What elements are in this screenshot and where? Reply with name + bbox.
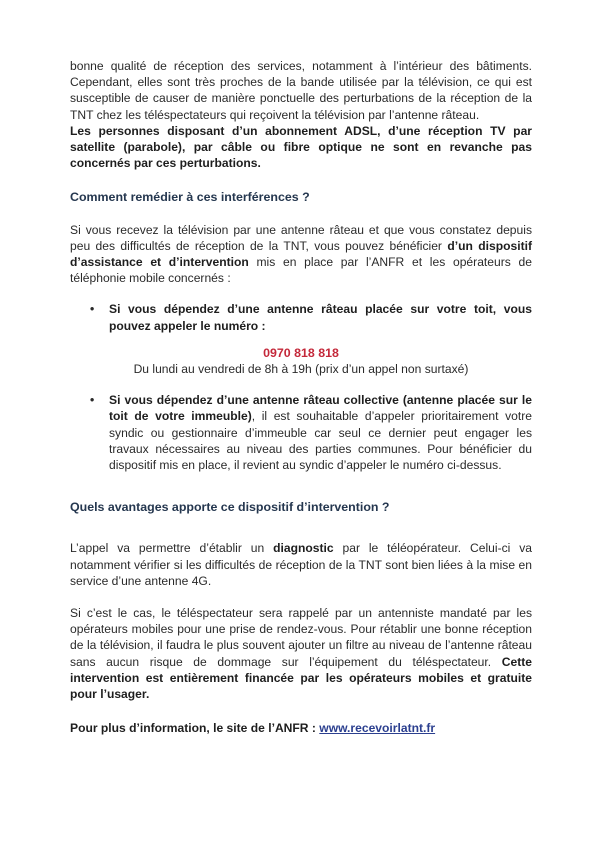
benefits-p1-bold: diagnostic bbox=[273, 541, 334, 556]
bullet-rooftop-bold: Si vous dépendez d’une antenne râteau placée sur votre toit, vous pouvez appeler le numéro : bbox=[109, 302, 532, 333]
intro-bold-text: Les personnes disposant d’un abonnement ADSL, d’une réception TV par satellite (parabole), par câble ou fibre optique ne sont en revanche pas concernés par ces perturbations. bbox=[70, 123, 532, 171]
intro-paragraph bbox=[70, 58, 532, 123]
bullet-icon: • bbox=[90, 393, 95, 408]
intro-text: bonne qualité de réception des services, notamment à l’intérieur des bâtiments. Cependant, elles sont très proches de la bande utilisée par la télévision, ce qui est susceptible de causer de manière ponctuelle des perturbations de la réception de la TNT chez les téléspectateurs qui reçoivent la télévision par l’antenne râteau. bbox=[70, 59, 532, 122]
bullet-item-rooftop bbox=[70, 301, 532, 333]
section-heading-remedy: Comment remédier à ces interférences ? bbox=[70, 190, 310, 205]
document-page bbox=[70, 58, 532, 737]
phone-hours: Du lundi au vendredi de 8h à 19h (prix d’un appel non surtaxé) bbox=[133, 362, 469, 377]
bullet-item-collective bbox=[70, 392, 532, 473]
remedy-text-bold: d’un dispositif d’assistance et d’intervention bbox=[70, 238, 532, 270]
remedy-bullet-list-2 bbox=[70, 392, 532, 473]
benefits-paragraph-2 bbox=[70, 605, 532, 702]
benefits-paragraph-1 bbox=[70, 540, 532, 589]
remedy-paragraph bbox=[70, 222, 532, 287]
remedy-text-before: Si vous recevez la télévision par une antenne râteau et que vous constatez depuis peu des difficultés de réception de la TNT, vous pouvez bénéficier bbox=[70, 222, 532, 253]
footer-line bbox=[70, 720, 532, 736]
remedy-text-after: mis en place par l’ANFR et les opérateurs de téléphonie mobile concernés : bbox=[70, 255, 532, 286]
section-heading-benefits: Quels avantages apporte ce dispositif d’intervention ? bbox=[70, 500, 390, 515]
remedy-bullet-list bbox=[70, 301, 532, 333]
footer-info bbox=[70, 720, 532, 736]
bullet-collective-text: , il est souhaitable d’appeler prioritairement votre syndic ou gestionnaire d’immeuble car seul ce dernier peut engager les travaux nécessaires au niveau des parties communes. Pour bénéficier du dispositif mis en place, il revient au syndic d’appeler le numéro ci-dessus. bbox=[109, 409, 532, 473]
benefits-p2-bold: Cette intervention est entièrement financée par les opérateurs mobiles et gratuite pour l’usager. bbox=[70, 654, 532, 702]
footer-label: Pour plus d’information, le site de l’ANFR : bbox=[70, 721, 320, 736]
anfr-website-link[interactable]: www.recevoirlatnt.fr bbox=[319, 721, 436, 736]
phone-number[interactable]: 0970 818 818 bbox=[263, 345, 339, 360]
intro-bold-note bbox=[70, 123, 532, 172]
benefits-p1-after: par le téléopérateur. Celui-ci va notamment vérifier si les difficultés de réception de la TNT sont bien liées à la mise en service d’une antenne 4G. bbox=[70, 541, 533, 588]
benefits-p2-text: Si c’est le cas, le téléspectateur sera rappelé par un antenniste mandaté par les opérateurs mobiles pour une prise de rendez-vous. Pour rétablir une bonne réception de la télévision, il faudra le plus souvent ajouter un filtre au niveau de l’antenne râteau sans aucun risque de dommage sur l’équipement du téléspectateur. bbox=[70, 606, 532, 669]
benefits-p1-before: L’appel va permettre d’établir un bbox=[70, 541, 274, 556]
bullet-collective-bold: Si vous dépendez d’une antenne râteau collective (antenne placée sur le toit de votre immeuble) bbox=[109, 393, 532, 424]
bullet-icon: • bbox=[90, 302, 95, 317]
